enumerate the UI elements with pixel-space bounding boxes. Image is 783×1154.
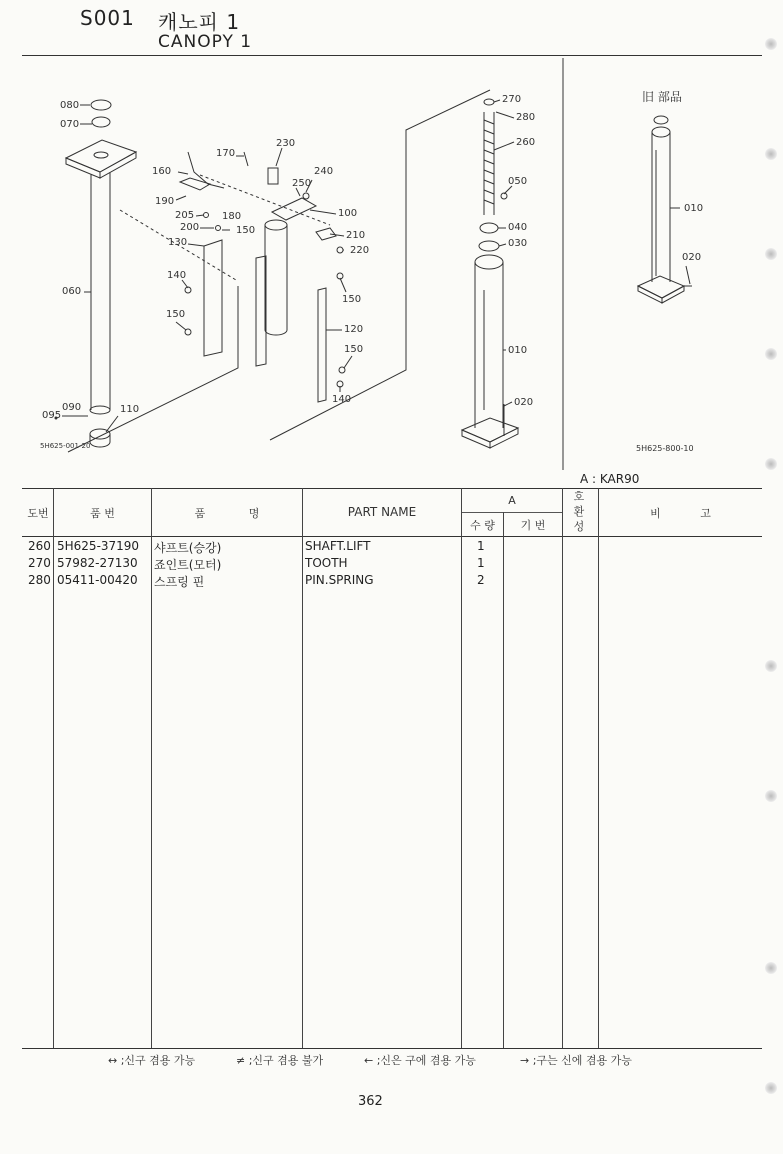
callout-230: 230: [276, 138, 296, 149]
callout-280: 280: [516, 112, 536, 123]
cell-qty: 1: [477, 556, 485, 570]
callout-250: 250: [292, 178, 312, 189]
cell-no: 270: [28, 556, 51, 570]
binder-hole: [765, 962, 777, 974]
callout-050: 050: [508, 176, 528, 187]
cell-part-no: 57982-27130: [57, 556, 138, 570]
col-divider: [503, 512, 504, 1048]
section-code: S001: [80, 6, 135, 30]
header-part-no: 품 번: [90, 507, 115, 520]
header-part-name-ko: 품 명: [194, 507, 260, 520]
old-parts-title: 旧 部品: [642, 90, 682, 104]
callout-120: 120: [344, 324, 364, 335]
callout-130: 130: [168, 237, 188, 248]
old-diagram-code: 5H625-800-10: [636, 444, 694, 453]
cell-name-en: TOOTH: [305, 556, 348, 570]
callout-010: 010: [508, 345, 528, 356]
exploded-parts-diagram: [0, 0, 783, 490]
old-callout-010: 010: [684, 203, 704, 214]
diagram-code: 5H625-001-20: [40, 442, 91, 450]
cell-no: 260: [28, 539, 51, 553]
table-top-rule: [22, 488, 762, 489]
cell-part-no: 05411-00420: [57, 573, 138, 587]
callout-170: 170: [216, 148, 236, 159]
callout-220: 220: [350, 245, 370, 256]
old-callout-020: 020: [682, 252, 702, 263]
cell-name-ko: 스프링 핀: [154, 575, 205, 589]
callout-205: 205: [175, 210, 195, 221]
header-compat: 호환성: [573, 490, 585, 533]
cell-name-en: SHAFT.LIFT: [305, 539, 371, 553]
legend-interchangeable: ↔ ;신구 겸용 가능: [108, 1054, 196, 1067]
col-divider: [53, 488, 54, 1048]
callout-270: 270: [502, 94, 522, 105]
header-part-name-en: PART NAME: [347, 505, 417, 519]
cell-name-ko: 죠인트(모터): [154, 558, 222, 572]
col-divider: [598, 488, 599, 1048]
header-qty: 수 량: [470, 519, 495, 532]
cell-qty: 2: [477, 573, 485, 587]
callout-240: 240: [314, 166, 334, 177]
callout-040: 040: [508, 222, 528, 233]
group-a-rule: [461, 512, 562, 513]
cell-qty: 1: [477, 539, 485, 553]
header-no: 도번: [27, 507, 49, 520]
legend-not-interchangeable: ≠ ;신구 겸용 불가: [236, 1054, 324, 1067]
col-divider: [302, 488, 303, 1048]
callout-210: 210: [346, 230, 366, 241]
callout-190: 190: [155, 196, 175, 207]
callout-020: 020: [514, 397, 534, 408]
callout-030: 030: [508, 238, 528, 249]
cell-name-ko: 샤프트(승강): [154, 541, 222, 555]
model-note: A : KAR90: [580, 472, 640, 486]
callout-150: 150: [344, 344, 364, 355]
section-title-english: CANOPY 1: [158, 32, 253, 52]
callout-140: 140: [332, 394, 352, 405]
legend-new-fits-old: ← ;신은 구에 겸용 가능: [364, 1054, 476, 1067]
cell-no: 280: [28, 573, 51, 587]
col-divider: [151, 488, 152, 1048]
section-title-korean: 캐노피 1: [158, 10, 241, 34]
callout-060: 060: [62, 286, 82, 297]
callout-095: 095: [42, 410, 62, 421]
callout-260: 260: [516, 137, 536, 148]
page-number: 362: [358, 1094, 383, 1109]
table-header-rule: [22, 536, 762, 537]
header-remarks: 비 고: [650, 507, 711, 520]
col-divider: [461, 488, 462, 1048]
cell-part-no: 5H625-37190: [57, 539, 140, 553]
callout-150: 150: [166, 309, 186, 320]
callout-100: 100: [338, 208, 358, 219]
col-divider: [562, 488, 563, 1048]
callout-160: 160: [152, 166, 172, 177]
header-base-no: 기 번: [520, 519, 546, 532]
callout-180: 180: [222, 211, 242, 222]
callout-150: 150: [342, 294, 362, 305]
binder-hole: [765, 790, 777, 802]
callout-110: 110: [120, 404, 140, 415]
callout-080: 080: [60, 100, 80, 111]
binder-hole: [765, 660, 777, 672]
binder-hole: [765, 1082, 777, 1094]
table-bottom-rule: [22, 1048, 762, 1049]
callout-090: 090: [62, 402, 82, 413]
legend-old-fits-new: → ;구는 신에 겸용 가능: [520, 1054, 632, 1067]
callout-150: 150: [236, 225, 256, 236]
callout-200: 200: [180, 222, 200, 233]
callout-070: 070: [60, 119, 80, 130]
cell-name-en: PIN.SPRING: [305, 573, 374, 587]
callout-140: 140: [167, 270, 187, 281]
header-group-a: A: [508, 494, 516, 507]
